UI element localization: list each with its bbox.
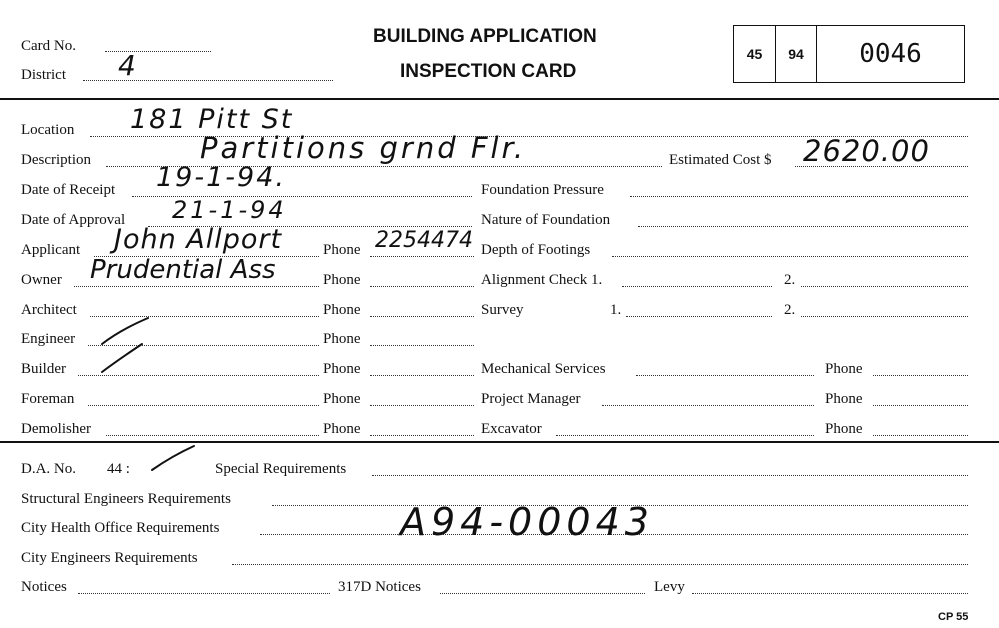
builder-label: Builder bbox=[21, 361, 66, 377]
architect-phone-field[interactable] bbox=[370, 316, 474, 317]
owner-phone-field[interactable] bbox=[370, 286, 474, 287]
divider-bottom bbox=[0, 441, 999, 443]
demolisher-field[interactable] bbox=[106, 435, 319, 436]
builder-phone-label: Phone bbox=[323, 361, 361, 377]
owner-label: Owner bbox=[21, 272, 62, 288]
special-requirements-label: Special Requirements bbox=[215, 461, 347, 477]
owner-value: Prudential Ass bbox=[90, 255, 276, 285]
applicant-phone-value: 2254474 bbox=[375, 228, 473, 253]
builder-phone-field[interactable] bbox=[370, 375, 474, 376]
nature-of-foundation-field[interactable] bbox=[638, 226, 968, 227]
date-of-receipt-label: Date of Receipt bbox=[21, 182, 116, 198]
notices-field[interactable] bbox=[78, 593, 330, 594]
form-code: CP 55 bbox=[938, 611, 969, 623]
da-no-label: D.A. No. bbox=[21, 461, 76, 477]
structural-engineers-label: Structural Engineers Requirements bbox=[21, 491, 231, 507]
excavator-phone-field[interactable] bbox=[873, 435, 968, 436]
excavator-field[interactable] bbox=[556, 435, 814, 436]
code-number: 0046 bbox=[859, 39, 922, 69]
notices-317d-field[interactable] bbox=[440, 593, 645, 594]
depth-of-footings-label: Depth of Footings bbox=[481, 242, 591, 258]
demolisher-label: Demolisher bbox=[21, 421, 91, 437]
project-manager-phone-field[interactable] bbox=[873, 405, 968, 406]
city-health-label: City Health Office Requirements bbox=[21, 520, 220, 536]
card-no-label: Card No. bbox=[21, 38, 76, 54]
foreman-phone-field[interactable] bbox=[370, 405, 474, 406]
applicant-phone-label: Phone bbox=[323, 242, 361, 258]
applicant-value: John Allport bbox=[114, 224, 283, 255]
project-manager-field[interactable] bbox=[602, 405, 814, 406]
mechanical-services-field[interactable] bbox=[636, 375, 814, 376]
survey-1-label: 1. bbox=[610, 302, 622, 318]
foreman-label: Foreman bbox=[21, 391, 75, 407]
title-line-1: BUILDING APPLICATION bbox=[373, 26, 597, 47]
description-value: Partitions grnd Flr. bbox=[200, 131, 527, 165]
da-no-prefix: 44 : bbox=[107, 461, 130, 477]
estimated-cost-value: 2620.00 bbox=[803, 134, 930, 168]
date-of-approval-label: Date of Approval bbox=[21, 212, 126, 228]
mechanical-services-phone-label: Phone bbox=[825, 361, 863, 377]
project-manager-phone-label: Phone bbox=[825, 391, 863, 407]
location-value: 181 Pitt St bbox=[130, 104, 294, 135]
date-of-approval-value: 21-1-94 bbox=[172, 196, 287, 224]
excavator-label: Excavator bbox=[481, 421, 542, 437]
survey-label: Survey bbox=[481, 302, 524, 318]
title-line-2: INSPECTION CARD bbox=[400, 61, 577, 82]
district-label: District bbox=[21, 67, 66, 83]
city-health-value: A94-00043 bbox=[400, 500, 654, 544]
alignment-check-1-field[interactable] bbox=[622, 286, 772, 287]
alignment-check-2-label: 2. bbox=[784, 272, 796, 288]
applicant-label: Applicant bbox=[21, 242, 81, 258]
owner-phone-label: Phone bbox=[323, 272, 361, 288]
survey-2-field[interactable] bbox=[801, 316, 968, 317]
divider-top bbox=[0, 98, 999, 100]
location-label: Location bbox=[21, 122, 75, 138]
engineer-phone-label: Phone bbox=[323, 331, 361, 347]
code-year-prefix: 45 bbox=[734, 26, 776, 82]
owner-field[interactable] bbox=[74, 286, 319, 287]
levy-field[interactable] bbox=[692, 593, 968, 594]
district-value: 4 bbox=[118, 49, 136, 82]
foundation-pressure-label: Foundation Pressure bbox=[481, 182, 604, 198]
special-requirements-field[interactable] bbox=[372, 475, 968, 476]
architect-label: Architect bbox=[21, 302, 77, 318]
mechanical-services-label: Mechanical Services bbox=[481, 361, 606, 377]
notices-label: Notices bbox=[21, 579, 67, 595]
demolisher-phone-field[interactable] bbox=[370, 435, 474, 436]
foreman-phone-label: Phone bbox=[323, 391, 361, 407]
alignment-check-2-field[interactable] bbox=[801, 286, 968, 287]
description-label: Description bbox=[21, 152, 91, 168]
survey-1-field[interactable] bbox=[626, 316, 772, 317]
application-code-box bbox=[733, 25, 965, 83]
levy-label: Levy bbox=[654, 579, 685, 595]
demolisher-phone-label: Phone bbox=[323, 421, 361, 437]
applicant-phone-field[interactable] bbox=[370, 256, 474, 257]
date-of-receipt-value: 19-1-94. bbox=[156, 162, 286, 193]
survey-2-label: 2. bbox=[784, 302, 796, 318]
excavator-phone-label: Phone bbox=[825, 421, 863, 437]
mechanical-services-phone-field[interactable] bbox=[873, 375, 968, 376]
nature-of-foundation-label: Nature of Foundation bbox=[481, 212, 611, 228]
builder-slash-mark bbox=[100, 342, 160, 382]
notices-317d-label: 317D Notices bbox=[338, 579, 421, 595]
foundation-pressure-field[interactable] bbox=[630, 196, 968, 197]
estimated-cost-label: Estimated Cost $ bbox=[669, 152, 772, 168]
depth-of-footings-field[interactable] bbox=[612, 256, 968, 257]
city-engineers-field[interactable] bbox=[232, 564, 968, 565]
foreman-field[interactable] bbox=[88, 405, 319, 406]
city-engineers-label: City Engineers Requirements bbox=[21, 550, 198, 566]
engineer-phone-field[interactable] bbox=[370, 345, 474, 346]
code-year: 94 bbox=[776, 26, 817, 82]
project-manager-label: Project Manager bbox=[481, 391, 581, 407]
engineer-label: Engineer bbox=[21, 331, 76, 347]
da-no-slash-mark bbox=[150, 444, 200, 474]
architect-phone-label: Phone bbox=[323, 302, 361, 318]
alignment-check-label: Alignment Check 1. bbox=[481, 272, 603, 288]
